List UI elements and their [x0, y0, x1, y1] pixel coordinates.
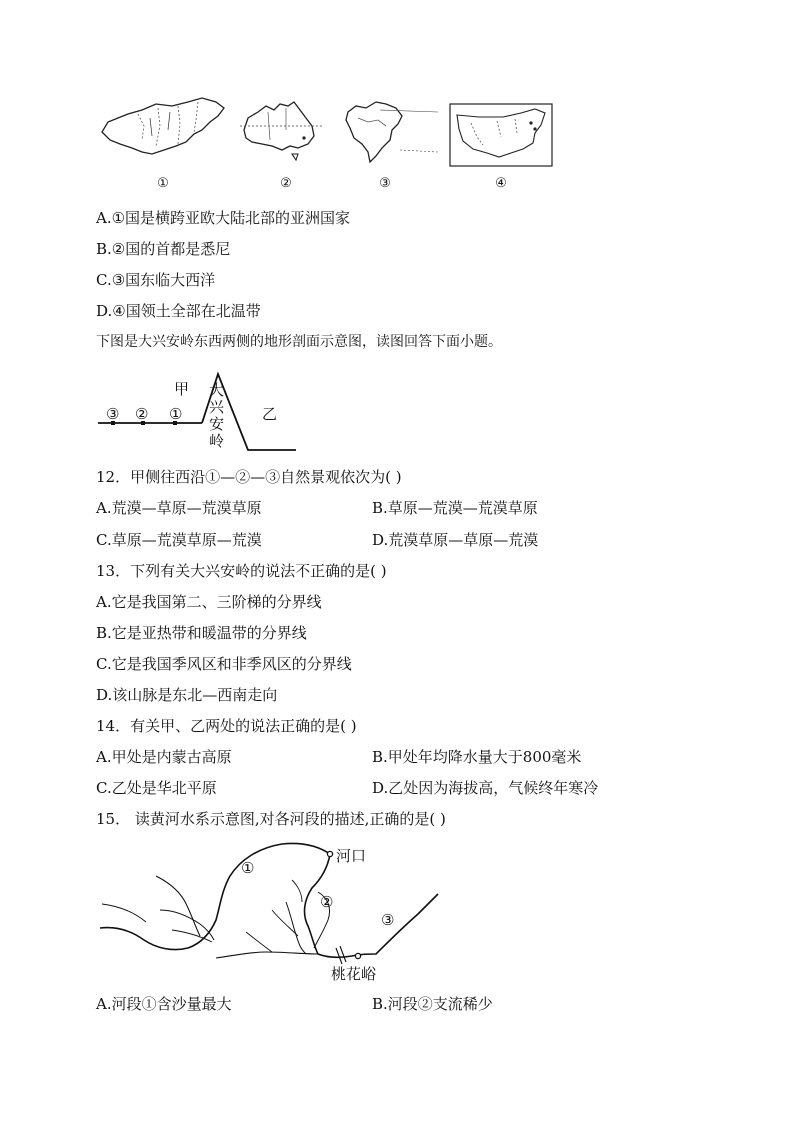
q12-option-d[interactable]: D.荒漠草原—草原—荒漠: [372, 531, 539, 549]
q11-option-c[interactable]: C.③国东临大西洋: [96, 271, 216, 289]
q14-stem: 14．有关甲、乙两处的说法正确的是( ): [96, 717, 357, 735]
q13-option-a[interactable]: A.它是我国第二、三阶梯的分界线: [96, 593, 322, 611]
q12-option-b[interactable]: B.草原—荒漠—荒漠草原: [372, 499, 538, 517]
map-label-4: ④: [495, 176, 507, 191]
profile-point-3: ③: [106, 405, 120, 423]
q13-option-d[interactable]: D.该山脉是东北—西南走向: [96, 686, 278, 704]
mountain-label-4: 岭: [209, 432, 225, 450]
section-intro: 下图是大兴安岭东西两侧的地形剖面示意图，读图回答下面小题。: [96, 334, 502, 350]
map-label-2: ②: [280, 176, 292, 191]
q14-option-c[interactable]: C.乙处是华北平原: [96, 779, 217, 797]
mountain-label-2: 兴: [209, 398, 225, 416]
mountain-label-1: 大: [209, 381, 225, 399]
q14-option-d[interactable]: D.乙处因为海拔高，气候终年寒冷: [372, 779, 599, 797]
q12-option-a[interactable]: A.荒漠—草原—荒漠草原: [96, 499, 262, 517]
q11-option-d[interactable]: D.④国领土全部在北温带: [96, 302, 261, 320]
map-label-3: ③: [379, 176, 391, 191]
profile-label-jia: 甲: [174, 380, 190, 398]
q12-option-c[interactable]: C.草原—荒漠草原—荒漠: [96, 531, 262, 549]
mountain-label-3: 安: [209, 415, 225, 433]
q14-option-b[interactable]: B.甲处年均降水量大于800毫米: [372, 748, 582, 766]
map-taohuayu-label: 桃花峪: [331, 965, 377, 983]
q11-option-a[interactable]: A.①国是横跨亚欧大陆北部的亚洲国家: [96, 209, 351, 227]
q15-option-a[interactable]: A.河段①含沙量最大: [96, 995, 232, 1013]
map-seg-1-label: ①: [241, 859, 255, 877]
profile-point-2: ②: [135, 405, 149, 423]
map-seg-3-label: ③: [381, 911, 395, 929]
australia-map: [240, 100, 322, 164]
map-hekou-label: 河口: [336, 847, 367, 865]
q13-option-c[interactable]: C.它是我国季风区和非季风区的分界线: [96, 655, 352, 673]
usa-map: [449, 103, 553, 167]
q11-option-b[interactable]: B.②国的首都是悉尼: [96, 240, 231, 258]
brazil-map: [340, 98, 440, 166]
profile-label-yi: 乙: [262, 405, 278, 423]
q12-stem: 12．甲侧往西沿①—②—③自然景观依次为( ): [96, 468, 402, 486]
map-label-1: ①: [157, 176, 169, 191]
q14-option-a[interactable]: A.甲处是内蒙古高原: [96, 748, 232, 766]
q13-option-b[interactable]: B.它是亚热带和暖温带的分界线: [96, 624, 307, 642]
q13-stem: 13．下列有关大兴安岭的说法不正确的是( ): [96, 562, 387, 580]
map-seg-2-label: ②: [320, 893, 334, 911]
russia-map: [98, 96, 228, 160]
profile-point-1: ①: [169, 405, 183, 423]
q15-option-b[interactable]: B.河段②支流稀少: [372, 995, 493, 1013]
q15-stem: 15． 读黄河水系示意图,对各河段的描述,正确的是( ): [96, 810, 446, 828]
